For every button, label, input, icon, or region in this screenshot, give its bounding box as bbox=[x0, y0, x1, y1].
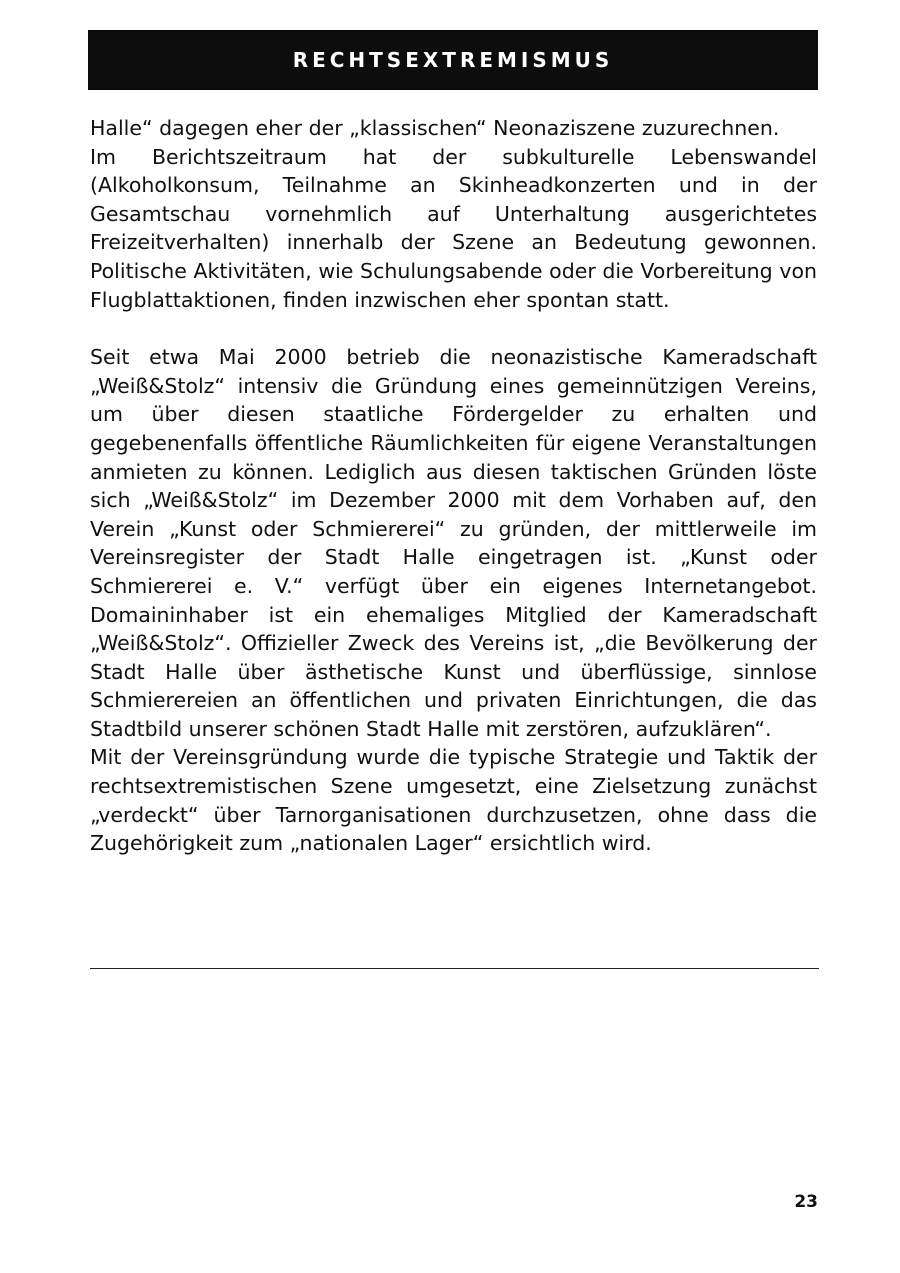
paragraph-4: Mit der Vereinsgründung wurde die typische Strategie und Taktik der rechtsextremistischen Szene umgesetzt, eine Zielsetzung zunächst „verdeckt“ über Tarnorganisationen durchzusetzen, ohne dass die Zugehörigkeit zum „nationalen Lager“ ersichtlich wird. bbox=[90, 745, 817, 856]
paragraph-1: Halle“ dagegen eher der „klassischen“ Neonaziszene zuzurechnen. bbox=[90, 116, 780, 140]
footer-divider bbox=[90, 968, 819, 969]
section-header-bar bbox=[88, 30, 818, 90]
section-title: RECHTSEXTREMISMUS bbox=[292, 48, 614, 72]
page-number: 23 bbox=[794, 1192, 818, 1212]
body-text bbox=[90, 114, 817, 858]
paragraph-3: Seit etwa Mai 2000 betrieb die neonazistische Kameradschaft „Weiß&Stolz“ intensiv die Gründung eines gemeinnützigen Vereins, um über diesen staatliche Fördergelder zu erhalten und gegebenenfalls öffentliche Räumlichkeiten für eigene Veranstaltungen anmieten zu können. Lediglich aus diesen taktischen Gründen löste sich „Weiß&Stolz“ im Dezember 2000 mit dem Vorhaben auf, den Verein „Kunst oder Schmiererei“ zu gründen, der mittlerweile im Vereinsregister der Stadt Halle eingetragen ist. „Kunst oder Schmiererei e. V.“ verfügt über ein eigenes Internetangebot. Domaininhaber ist ein ehemaliges Mitglied der Kameradschaft „Weiß&Stolz“. Offizieller Zweck des Vereins ist, „die Bevölkerung der Stadt Halle über ästhetische Kunst und überflüssige, sinnlose Schmierereien an öffentlichen und privaten Einrichtungen, die das Stadtbild unserer schönen Stadt Halle mit zerstören, aufzuklären“. bbox=[90, 345, 817, 741]
paragraph-2: Im Berichtszeitraum hat der subkulturelle Lebenswandel (Alkoholkonsum, Teilnahme an Skinheadkonzerten und in der Gesamtschau vornehmlich auf Unterhaltung ausgerichtetes Freizeitverhalten) innerhalb der Szene an Bedeutung gewonnen. Politische Aktivitäten, wie Schulungsabende oder die Vorbereitung von Flugblattaktionen, finden inzwischen eher spontan statt. bbox=[90, 144, 817, 312]
